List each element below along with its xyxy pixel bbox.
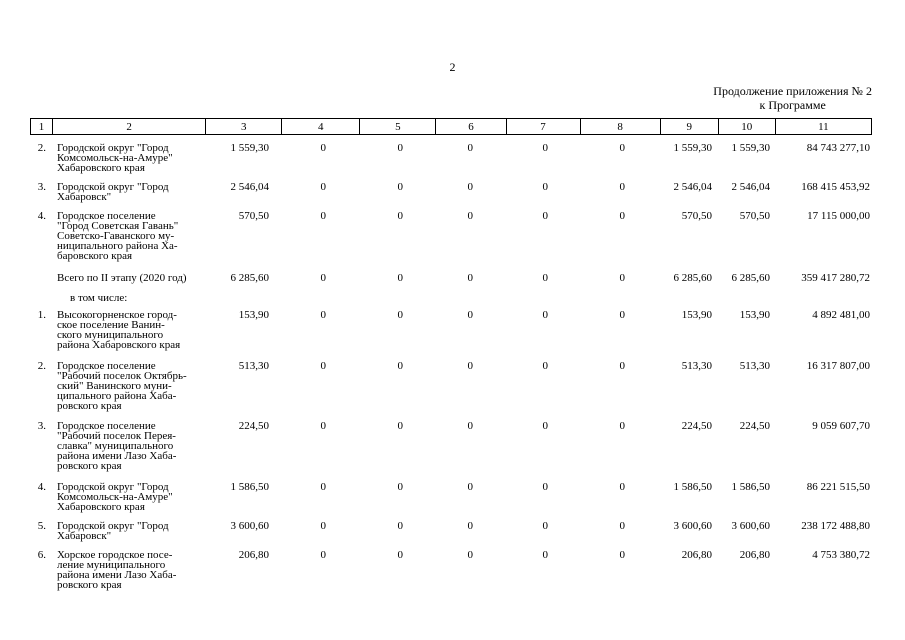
column-number-header [30, 118, 872, 135]
cell-col-10: 570,50 [739, 210, 770, 222]
cell-col-8: 0 [619, 481, 625, 493]
cell-col-6: 0 [467, 210, 473, 222]
cell-col-3: 153,90 [238, 309, 269, 321]
row-number: 2. [37, 142, 46, 154]
cell-col-7: 0 [542, 142, 548, 154]
cell-col-10: 1 586,50 [731, 481, 770, 493]
cell-col-5: 0 [397, 481, 403, 493]
cell-col-10: 1 559,30 [731, 142, 770, 154]
cell-col-10: 6 285,60 [731, 272, 770, 284]
cell-col-11: 4 892 481,00 [812, 309, 870, 321]
cell-col-6: 0 [467, 360, 473, 372]
cell-col-11: 84 743 277,10 [806, 142, 870, 154]
cell-col-5: 0 [397, 549, 403, 561]
appendix-line-2: к Программе [759, 98, 826, 112]
cell-col-9: 1 559,30 [673, 142, 712, 154]
cell-col-3: 2 546,04 [230, 181, 269, 193]
cell-col-3: 6 285,60 [230, 272, 269, 284]
appendix-line-1: Продолжение приложения № 2 [713, 84, 872, 98]
municipality-name: Городской округ "Город Хабаровск" [57, 181, 169, 203]
cell-col-8: 0 [619, 420, 625, 432]
header-col-8: 8 [580, 119, 660, 135]
cell-col-11: 359 417 280,72 [801, 272, 870, 284]
cell-col-9: 3 600,60 [673, 520, 712, 532]
cell-col-11: 17 115 000,00 [807, 210, 870, 222]
cell-col-6: 0 [467, 272, 473, 284]
cell-col-5: 0 [397, 520, 403, 532]
cell-col-5: 0 [397, 360, 403, 372]
row-number: 5. [37, 520, 46, 532]
header-col-3: 3 [206, 119, 282, 135]
cell-col-11: 86 221 515,50 [806, 481, 870, 493]
header-col-9: 9 [660, 119, 718, 135]
cell-col-7: 0 [542, 360, 548, 372]
cell-col-6: 0 [467, 549, 473, 561]
cell-col-8: 0 [619, 309, 625, 321]
cell-col-5: 0 [397, 210, 403, 222]
cell-col-5: 0 [397, 420, 403, 432]
header-col-10: 10 [718, 119, 775, 135]
row-number: 4. [37, 210, 46, 222]
cell-col-4: 0 [320, 210, 326, 222]
cell-col-9: 570,50 [681, 210, 712, 222]
cell-col-5: 0 [397, 309, 403, 321]
cell-col-9: 224,50 [681, 420, 712, 432]
cell-col-7: 0 [542, 309, 548, 321]
cell-col-4: 0 [320, 272, 326, 284]
stage-total-label: Всего по II этапу (2020 год) [57, 272, 187, 284]
cell-col-8: 0 [619, 360, 625, 372]
cell-col-3: 570,50 [238, 210, 269, 222]
municipality-name: Городской округ "Город Хабаровск" [57, 520, 169, 542]
cell-col-5: 0 [397, 142, 403, 154]
cell-col-6: 0 [467, 181, 473, 193]
cell-col-11: 9 059 607,70 [812, 420, 870, 432]
cell-col-8: 0 [619, 210, 625, 222]
municipality-name: Городское поселение "Рабочий поселок Перея- славка" муниципального района имени Лазо Хаба- ровского края [57, 420, 177, 472]
cell-col-3: 1 586,50 [230, 481, 269, 493]
header-col-4: 4 [282, 119, 360, 135]
cell-col-6: 0 [467, 420, 473, 432]
municipality-name: Городское поселение "Город Советская Гавань" Советско-Гаванского му- ниципального района Ха- баровского края [57, 210, 179, 262]
cell-col-3: 513,30 [238, 360, 269, 372]
row-number: 3. [37, 181, 46, 193]
row-number: 6. [37, 549, 46, 561]
cell-col-10: 513,30 [739, 360, 770, 372]
cell-col-9: 153,90 [681, 309, 712, 321]
cell-col-3: 224,50 [238, 420, 269, 432]
cell-col-8: 0 [619, 272, 625, 284]
cell-col-7: 0 [542, 272, 548, 284]
header-col-5: 5 [360, 119, 436, 135]
cell-col-9: 513,30 [681, 360, 712, 372]
cell-col-3: 206,80 [238, 549, 269, 561]
cell-col-4: 0 [320, 520, 326, 532]
cell-col-11: 16 317 807,00 [806, 360, 870, 372]
row-number: 1. [37, 309, 46, 321]
header-col-6: 6 [436, 119, 506, 135]
header-col-7: 7 [506, 119, 580, 135]
cell-col-10: 3 600,60 [731, 520, 770, 532]
row-number: 3. [37, 420, 46, 432]
cell-col-9: 2 546,04 [673, 181, 712, 193]
cell-col-4: 0 [320, 420, 326, 432]
cell-col-3: 3 600,60 [230, 520, 269, 532]
cell-col-3: 1 559,30 [230, 142, 269, 154]
cell-col-10: 206,80 [739, 549, 770, 561]
municipality-name: Городской округ "Город Комсомольск-на-Амуре" Хабаровского края [57, 142, 173, 174]
including-label: в том числе: [70, 292, 128, 304]
cell-col-7: 0 [542, 210, 548, 222]
cell-col-4: 0 [320, 360, 326, 372]
municipality-name: Высокогорненское город- ское поселение Ванин- ского муниципального района Хабаровского края [57, 309, 181, 351]
cell-col-7: 0 [542, 181, 548, 193]
cell-col-4: 0 [320, 309, 326, 321]
cell-col-8: 0 [619, 549, 625, 561]
cell-col-4: 0 [320, 549, 326, 561]
cell-col-7: 0 [542, 549, 548, 561]
municipality-name: Городское поселение "Рабочий поселок Октябрь- ский" Ванинского муни- ципального района Хаба- ровского края [57, 360, 187, 412]
cell-col-10: 224,50 [739, 420, 770, 432]
cell-col-11: 4 753 380,72 [812, 549, 870, 561]
header-col-2: 2 [53, 119, 206, 135]
cell-col-6: 0 [467, 309, 473, 321]
cell-col-9: 6 285,60 [673, 272, 712, 284]
appendix-caption [713, 84, 872, 112]
header-col-1: 1 [31, 119, 53, 135]
cell-col-10: 153,90 [739, 309, 770, 321]
cell-col-6: 0 [467, 520, 473, 532]
cell-col-8: 0 [619, 142, 625, 154]
row-number: 4. [37, 481, 46, 493]
cell-col-4: 0 [320, 181, 326, 193]
page-number: 2 [449, 60, 456, 74]
cell-col-9: 206,80 [681, 549, 712, 561]
cell-col-4: 0 [320, 142, 326, 154]
cell-col-7: 0 [542, 420, 548, 432]
cell-col-8: 0 [619, 520, 625, 532]
municipality-name: Городской округ "Город Комсомольск-на-Амуре" Хабаровского края [57, 481, 173, 513]
row-number: 2. [37, 360, 46, 372]
header-col-11: 11 [775, 119, 871, 135]
cell-col-11: 238 172 488,80 [801, 520, 870, 532]
cell-col-5: 0 [397, 272, 403, 284]
cell-col-5: 0 [397, 181, 403, 193]
cell-col-7: 0 [542, 481, 548, 493]
cell-col-9: 1 586,50 [673, 481, 712, 493]
cell-col-4: 0 [320, 481, 326, 493]
cell-col-7: 0 [542, 520, 548, 532]
cell-col-11: 168 415 453,92 [801, 181, 870, 193]
cell-col-6: 0 [467, 481, 473, 493]
cell-col-8: 0 [619, 181, 625, 193]
cell-col-6: 0 [467, 142, 473, 154]
cell-col-10: 2 546,04 [731, 181, 770, 193]
municipality-name: Хорское городское посе- ление муниципального района имени Лазо Хаба- ровского края [57, 549, 177, 591]
